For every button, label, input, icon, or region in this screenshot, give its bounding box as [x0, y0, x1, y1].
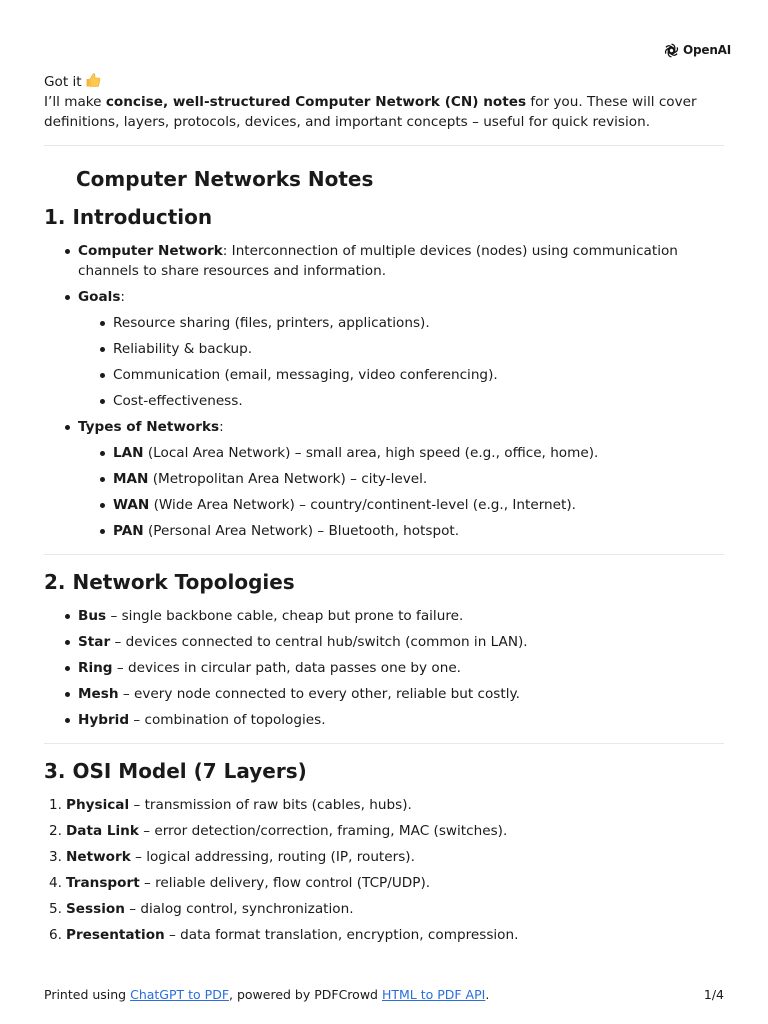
section-heading-introduction: 1. Introduction	[44, 205, 213, 229]
divider	[44, 554, 724, 555]
list-item: MAN (Metropolitan Area Network) – city-level.	[113, 469, 724, 489]
document-content	[44, 72, 724, 951]
network-types-list	[78, 443, 724, 541]
introduction-list	[44, 241, 724, 541]
greeting-line	[44, 72, 724, 92]
section-heading-osi-model: 3. OSI Model (7 Layers)	[44, 759, 307, 783]
osi-layers-list	[44, 795, 724, 945]
list-item: Goals: Resource sharing (files, printers, applications). Reliability & backup. Communication (email, messaging, video conferencing). Cost-effectiveness.	[78, 287, 724, 411]
list-item: Mesh – every node connected to every other, reliable but costly.	[78, 684, 724, 704]
list-item: Reliability & backup.	[113, 339, 724, 359]
section-heading-topologies: 2. Network Topologies	[44, 570, 295, 594]
list-item: 5. Session – dialog control, synchronization.	[49, 901, 354, 917]
divider	[44, 743, 724, 744]
list-item: 4. Transport – reliable delivery, flow control (TCP/UDP).	[49, 875, 431, 891]
greeting-text: Got it	[44, 74, 82, 90]
divider	[44, 145, 724, 146]
intro-paragraph: I’ll make concise, well-structured Computer Network (CN) notes for you. These will cover definitions, layers, protocols, devices, and important concepts – useful for quick revision.	[44, 94, 697, 130]
list-item: Types of Networks: LAN (Local Area Network) – small area, high speed (e.g., office, home). MAN (Metropolitan Area Network) – city-level. WAN (Wide Area Network) – country/continent-level (e.g., Internet). PAN (Personal Area Network) – Bluetooth, hotspot.	[78, 417, 724, 541]
list-item: 2. Data Link – error detection/correction, framing, MAC (switches).	[49, 823, 508, 839]
list-item: Resource sharing (files, printers, applications).	[113, 313, 724, 333]
page-footer	[44, 985, 724, 1005]
goals-list	[78, 313, 724, 411]
intro	[44, 72, 724, 132]
openai-knot-icon	[663, 42, 680, 59]
list-item: Cost-effectiveness.	[113, 391, 724, 411]
list-item: 1. Physical – transmission of raw bits (cables, hubs).	[49, 797, 412, 813]
footer-credit: Printed using ChatGPT to PDF, powered by PDFCrowd HTML to PDF API.	[44, 987, 490, 1002]
document-title: Computer Networks Notes	[76, 167, 374, 191]
list-item: Ring – devices in circular path, data passes one by one.	[78, 658, 724, 678]
logo-text: OpenAI	[683, 43, 732, 57]
list-item: PAN (Personal Area Network) – Bluetooth, hotspot.	[113, 521, 724, 541]
topologies-list	[44, 606, 724, 730]
list-item: 6. Presentation – data format translation, encryption, compression.	[49, 927, 519, 943]
list-item: Star – devices connected to central hub/switch (common in LAN).	[78, 632, 724, 652]
list-item: WAN (Wide Area Network) – country/continent-level (e.g., Internet).	[113, 495, 724, 515]
list-item: Hybrid – combination of topologies.	[78, 710, 724, 730]
list-item: LAN (Local Area Network) – small area, high speed (e.g., office, home).	[113, 443, 724, 463]
list-item: Communication (email, messaging, video conferencing).	[113, 365, 724, 385]
list-item: Computer Network: Interconnection of multiple devices (nodes) using communication channels to share resources and information.	[78, 241, 724, 281]
thumbs-up-icon	[85, 72, 101, 88]
openai-logo	[663, 40, 731, 60]
page-number: 1/4	[703, 987, 724, 1002]
html-to-pdf-api-link[interactable]: HTML to PDF API	[381, 987, 486, 1002]
chatgpt-to-pdf-link[interactable]: ChatGPT to PDF	[130, 987, 230, 1002]
list-item: 3. Network – logical addressing, routing (IP, routers).	[49, 849, 415, 865]
list-item: Bus – single backbone cable, cheap but prone to failure.	[78, 606, 724, 626]
